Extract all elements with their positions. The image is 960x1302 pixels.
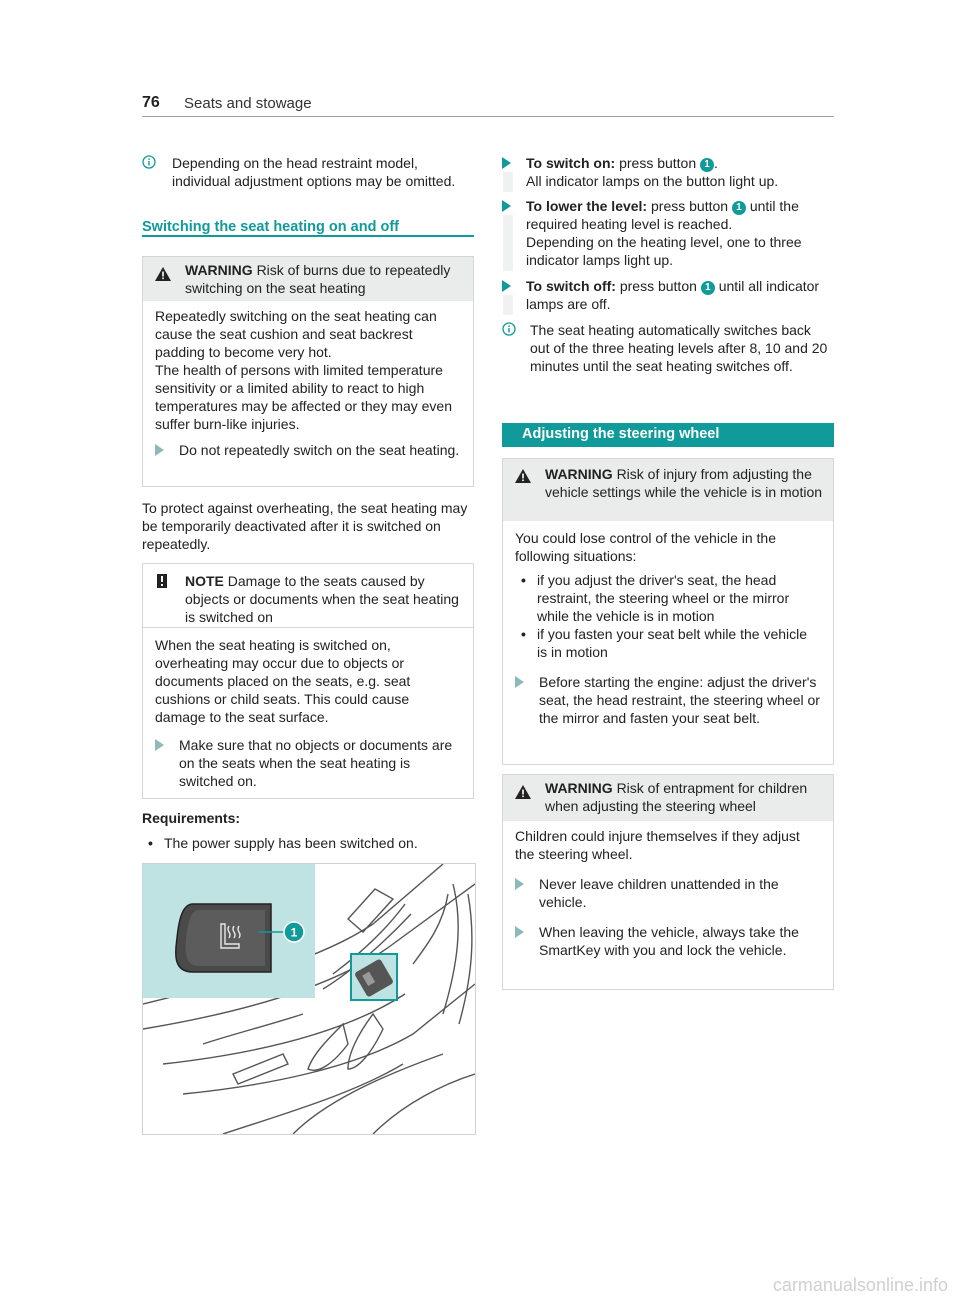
- warning-triangle-icon: [515, 469, 531, 483]
- warning-headline: Risk of injury from adjusting the vehicle settings while the vehicle is in motion: [545, 466, 823, 500]
- warning-body: [503, 821, 833, 967]
- warning-triangle-icon: [515, 785, 531, 799]
- step-lower-level: [502, 197, 834, 269]
- header-rule: [142, 116, 834, 117]
- step-arrow-icon: [515, 878, 524, 890]
- warning-paragraph: Repeatedly switching on the seat heating can cause the seat cushion and seat backrest padding to become very hot.: [155, 308, 437, 360]
- step-bar: [503, 215, 513, 271]
- requirement-text: The power supply has been switched on.: [164, 835, 418, 851]
- step-arrow-icon: [502, 200, 511, 212]
- warning-label: WARNING: [185, 262, 253, 278]
- instruction-step: [155, 736, 461, 790]
- note-body: [143, 628, 473, 798]
- step-text: press button: [619, 155, 697, 171]
- bullet-text: if you fasten your seat belt while the vehicle is in motion: [537, 626, 808, 660]
- warning-box-burns: [142, 256, 474, 487]
- note-exclamation-icon: [157, 574, 167, 588]
- step-result: All indicator lamps on the button light up.: [526, 173, 779, 189]
- warning-label: WARNING: [545, 780, 613, 796]
- step-text: Make sure that no objects or documents are on the seats when the seat heating is switched on.: [179, 737, 453, 789]
- callout-1-icon: 1: [701, 281, 715, 295]
- note-headline: Damage to the seats caused by objects or documents when the seat heating is switched on: [185, 573, 459, 625]
- step-arrow-icon: [515, 926, 524, 938]
- step-text: press button: [651, 198, 729, 214]
- step-text: until all indicator lamps are off.: [526, 278, 820, 312]
- section-rule: [142, 235, 474, 237]
- section-title-steering-wheel: Adjusting the steering wheel: [522, 426, 720, 442]
- step-switch-off: [502, 277, 834, 313]
- note-paragraph: When the seat heating is switched on, overheating may occur due to objects or documents placed on the seats, e.g. seat cushions or child seats. This could cause damage to the seat surface.: [155, 637, 411, 725]
- bullet-dot: •: [148, 835, 153, 851]
- instruction-step: [155, 441, 461, 459]
- step-arrow-icon: [502, 157, 511, 169]
- seat-heating-button-illustration: [142, 863, 476, 1135]
- note-text: The seat heating automatically switches back out of the three heating levels after 8, 10 and 20 minutes until the seat heating switches off.: [530, 322, 828, 374]
- door-panel-drawing: [143, 864, 475, 1134]
- warning-paragraph: You could lose control of the vehicle in the following situations:: [515, 530, 776, 564]
- warning-bullet: [515, 571, 821, 625]
- requirement-item: [142, 834, 484, 852]
- callout-1-icon: 1: [700, 158, 714, 172]
- step-keyword: To switch off:: [526, 278, 616, 294]
- callout-1-icon: 1: [732, 201, 746, 215]
- step-arrow-icon: [155, 444, 164, 456]
- step-keyword: To lower the level:: [526, 198, 648, 214]
- step-bar: [503, 172, 513, 192]
- warning-headline: Risk of burns due to repeatedly switching on the seat heating: [185, 262, 451, 296]
- step-text: Do not repeatedly switch on the seat heating.: [179, 442, 460, 458]
- note-header: [143, 564, 473, 628]
- figure-callout-1: 1: [290, 925, 298, 940]
- step-arrow-icon: [502, 280, 511, 292]
- info-icon: [502, 322, 516, 336]
- warning-headline: Risk of entrapment for children when adjusting the steering wheel: [545, 780, 808, 814]
- warning-header: [503, 459, 833, 521]
- step-switch-on: To switch on: press button 1 . All indicator lamps on the button light up.: [502, 154, 834, 190]
- instruction-step: [515, 875, 821, 911]
- step-bar: [503, 295, 513, 315]
- paragraph-overheating: To protect against overheating, the seat heating may be temporarily deactivated after it is switched on repeatedly.: [142, 500, 468, 552]
- running-header-title: Seats and stowage: [184, 95, 312, 112]
- warning-header: [503, 775, 833, 821]
- warning-paragraph: The health of persons with limited temperature sensitivity or a limited ability to react to high temperatures may be affected or they may even suffer burn-like injuries.: [155, 362, 453, 432]
- step-arrow-icon: [155, 739, 164, 751]
- step-text: Never leave children unattended in the vehicle.: [539, 876, 779, 910]
- note-box-seat-damage: [142, 563, 474, 799]
- warning-body: [143, 301, 473, 467]
- step-keyword: To switch on:: [526, 155, 616, 171]
- page-number: 76: [142, 94, 160, 111]
- note-label: NOTE: [185, 573, 224, 589]
- warning-label: WARNING: [545, 466, 613, 482]
- step-text: until the required heating level is reached.: [526, 198, 799, 232]
- info-icon: [142, 155, 156, 169]
- watermark: carmanualsonline.info: [772, 1275, 948, 1295]
- requirements-label: Requirements:: [142, 810, 241, 826]
- warning-box-entrapment: [502, 774, 834, 990]
- bullet-dot: •: [521, 572, 526, 588]
- bullet-text: if you adjust the driver's seat, the head restraint, the steering wheel or the mirror while the vehicle is in motion: [537, 572, 790, 624]
- warning-header: [143, 257, 473, 301]
- warning-box-adjusting: [502, 458, 834, 765]
- info-note-auto-off: [502, 321, 832, 375]
- step-arrow-icon: [515, 676, 524, 688]
- bullet-dot: •: [521, 626, 526, 642]
- info-note-head-restraint: [142, 154, 474, 190]
- instruction-step: [515, 923, 821, 959]
- warning-triangle-icon: [155, 267, 171, 281]
- section-banner-steering-wheel: [502, 423, 834, 447]
- note-text: Depending on the head restraint model, individual adjustment options may be omitted.: [172, 155, 456, 189]
- warning-bullet: [515, 625, 821, 661]
- step-text: When leaving the vehicle, always take the SmartKey with you and lock the vehicle.: [539, 924, 799, 958]
- step-result: Depending on the heating level, one to three indicator lamps light up.: [526, 234, 802, 268]
- instruction-step: [515, 673, 821, 727]
- step-text: Before starting the engine: adjust the driver's seat, the head restraint, the steering wheel or the mirror and fasten your seat belt.: [539, 674, 820, 726]
- section-title-seat-heating: Switching the seat heating on and off: [142, 219, 399, 235]
- warning-body: [503, 521, 833, 735]
- step-text: press button: [619, 278, 697, 294]
- warning-paragraph: Children could injure themselves if they adjust the steering wheel.: [515, 828, 800, 862]
